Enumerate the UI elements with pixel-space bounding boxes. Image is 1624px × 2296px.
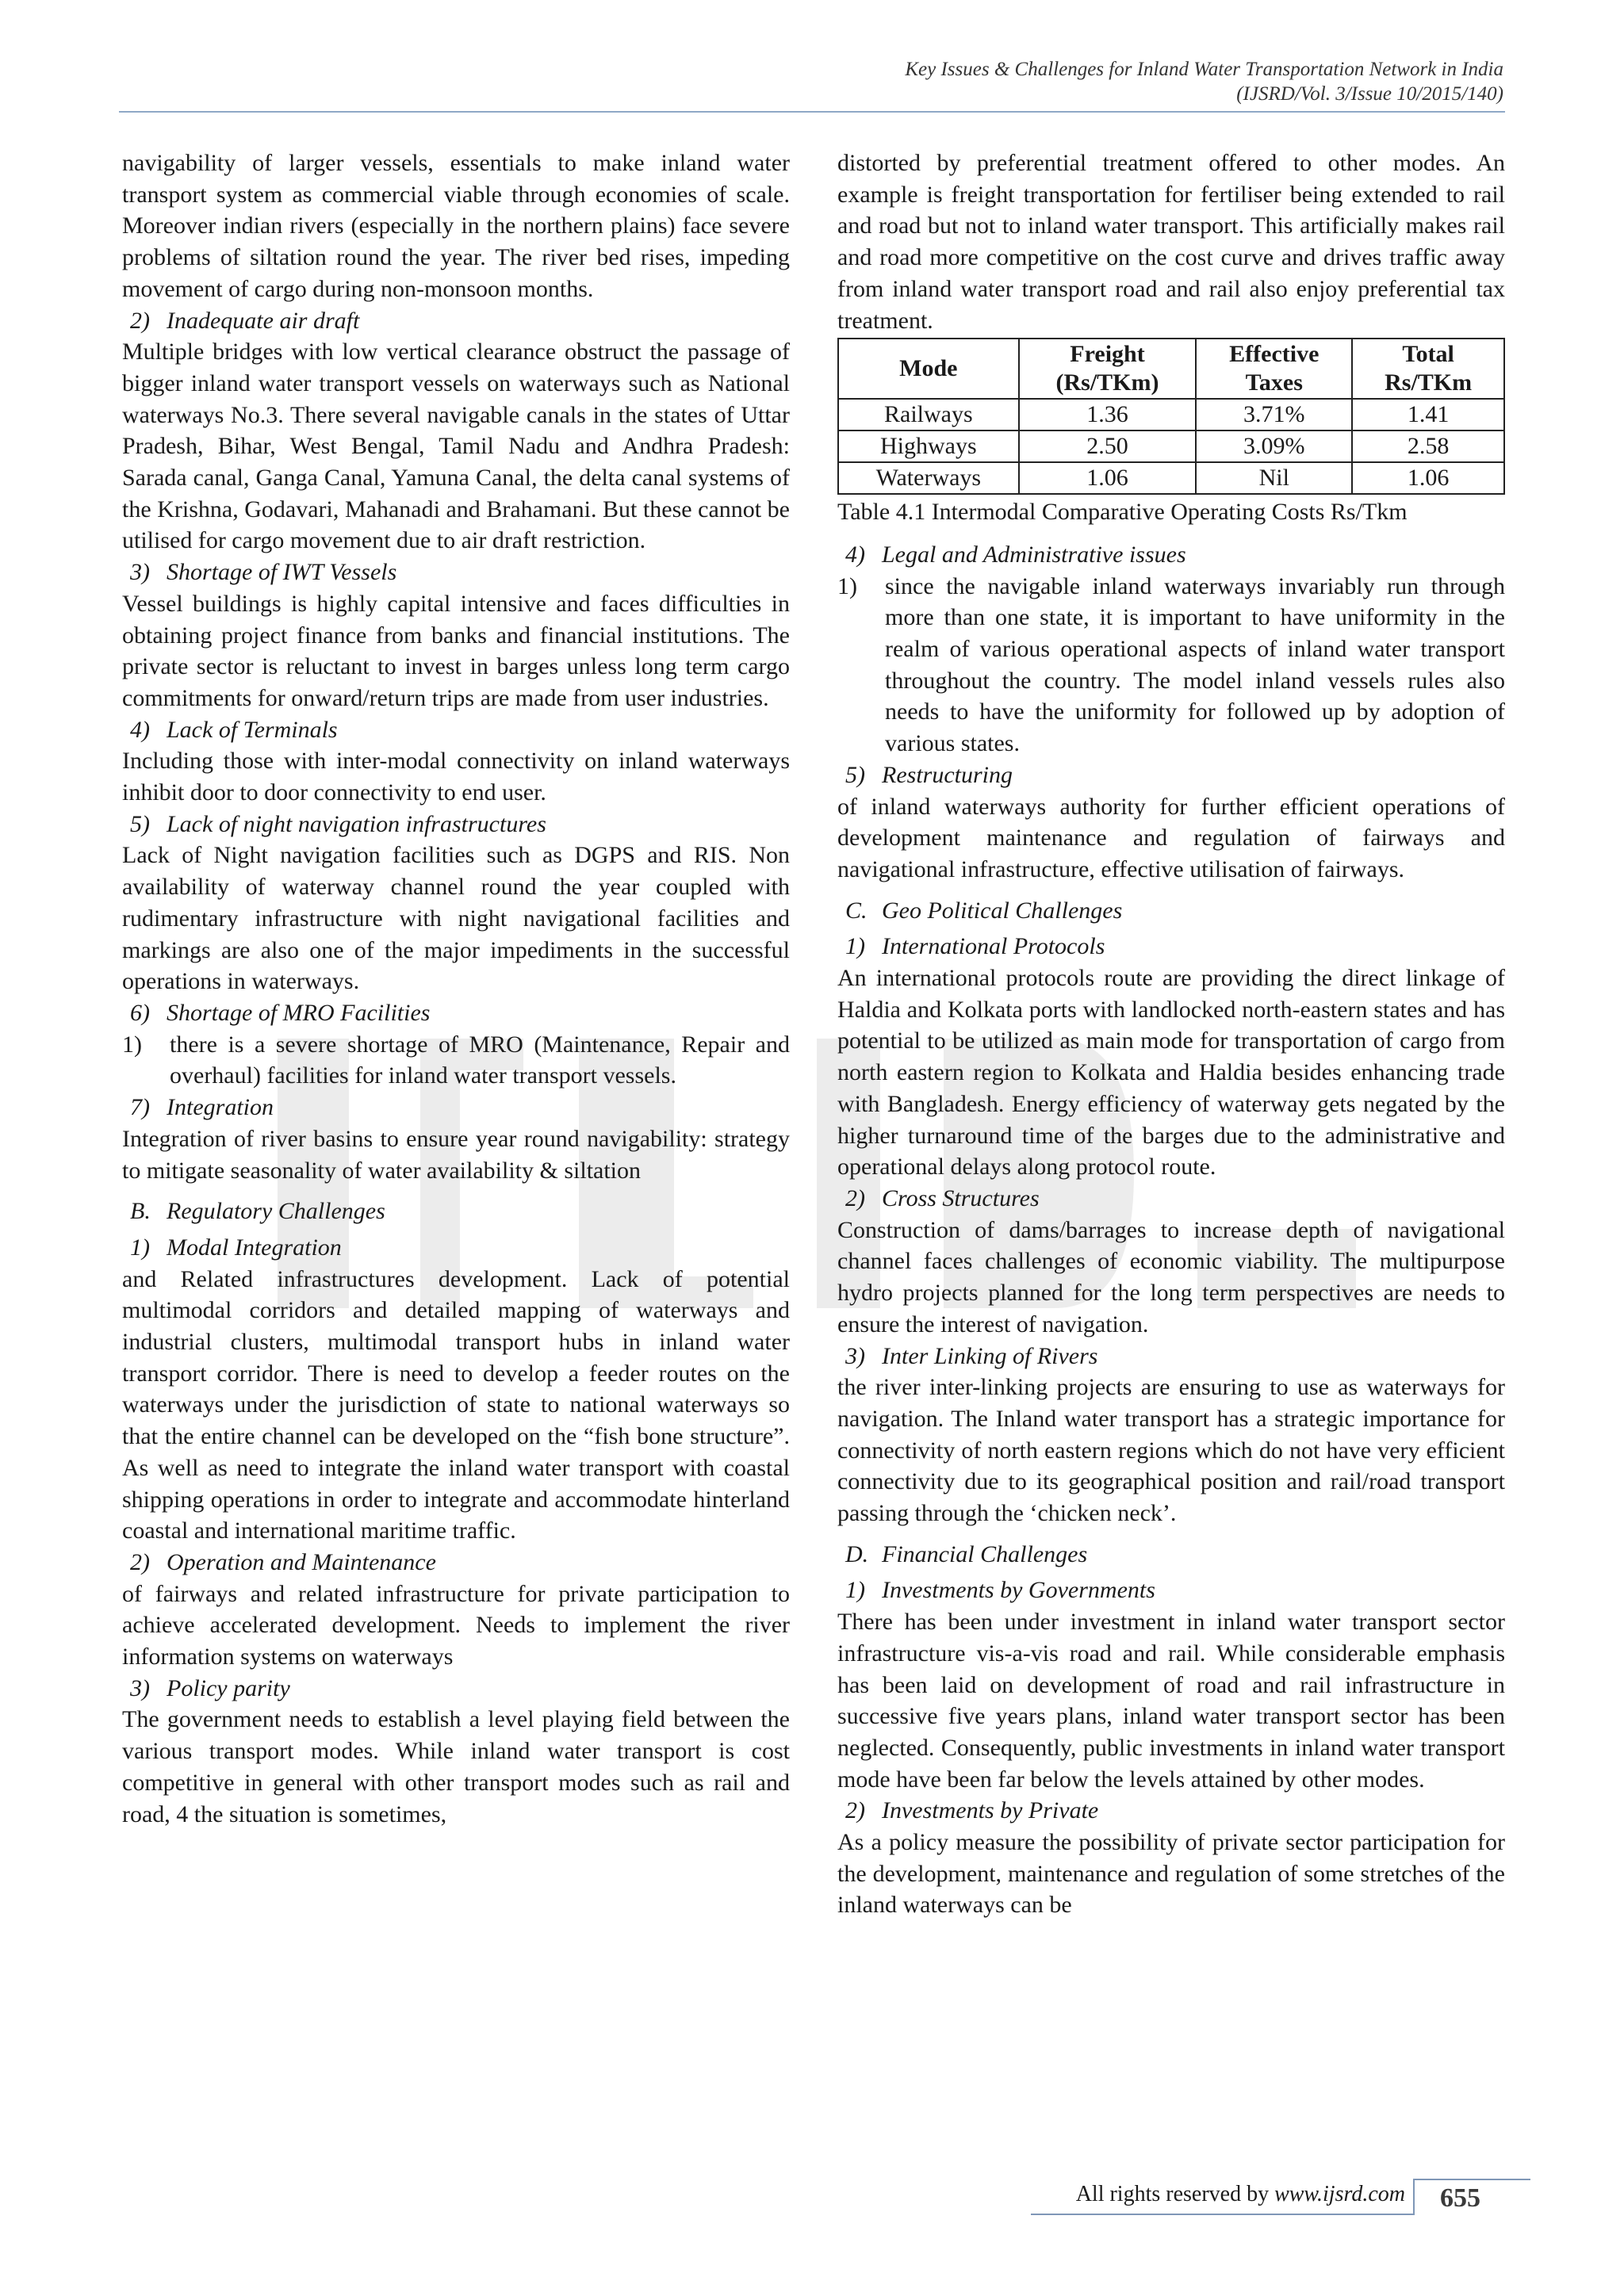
heading-investments-private: 2) Investments by Private: [845, 1797, 1099, 1824]
paragraph-terminals: Including those with inter-modal connectivity on inland waterways inhibit door to door connectivity to end user.: [122, 748, 790, 806]
heading-terminals: 4) Lack of Terminals: [130, 716, 338, 743]
heading-air-draft: 2) Inadequate air draft: [130, 307, 360, 334]
paragraph-policy-parity: The government needs to establish a level playing field between the various transport modes. While inland water transport is cost competitive in general with other transport modes such as rail and road, 4 the situation is sometimes,: [122, 1706, 790, 1827]
table-row: [838, 430, 1504, 462]
paragraph-air-draft: Multiple bridges with low vertical clearance obstruct the passage of bigger inland water transport vessels on waterways such as National waterways No.3. There several navigable canals in the states of Uttar Pradesh, Bihar, West Bengal, Tamil Nadu and Andhra Pradesh: Sarada canal, Ganga Canal, Yamuna Canal, the delta canal systems of the Krishna, Godavari, Mahanadi and Brahamani. But these cannot be utilised for cargo movement due to air draft restriction.: [122, 339, 790, 554]
heading-night-navigation: 5) Lack of night navigation infrastructures: [130, 810, 546, 837]
paragraph-inter-linking: the river inter-linking projects are ensuring to use as waterways for navigation. The Inland water transport has a strategic importance for connectivity of north eastern regions which do not have very efficient connectivity due to its geographical position and rail/road transport passing through the ‘chicken neck’.: [837, 1374, 1505, 1527]
header-rule: [119, 111, 1505, 113]
section-financial: D. Financial Challenges: [845, 1540, 1088, 1567]
paragraph-intro: navigability of larger vessels, essentials to make inland water transport system as commercial viable through economies of scale. Moreover indian rivers (especially in the northern plains) face severe problems of siltation round the year. The river bed rises, impeding movement of cargo during non-monsoon months.: [122, 150, 790, 302]
right-column: [837, 147, 1505, 1921]
cell-taxes: 3.09%: [1196, 430, 1352, 462]
cell-mode: Waterways: [838, 462, 1019, 494]
cell-freight: 1.36: [1019, 399, 1197, 430]
heading-restructuring: 5) Restructuring: [845, 761, 1013, 788]
paragraph-cross-structures: Construction of dams/barrages to increase depth of navigational channel faces challenges of economic viability. The multipurpose hydro projects planned for the long term perspectives are needs to ensure the interest of navigation.: [837, 1216, 1505, 1337]
col-header-total: Total Rs/TKm: [1352, 339, 1504, 399]
paragraph-vessels: Vessel buildings is highly capital intensive and faces difficulties in obtaining project finance from banks and financial institutions. The private sector is reluctant to invest in barges unless long term cargo commitments for onward/return trips are made from user industries.: [122, 590, 790, 711]
cell-total: 2.58: [1352, 430, 1504, 462]
heading-policy-parity: 3) Policy parity: [130, 1674, 290, 1701]
heading-operation-maintenance: 2) Operation and Maintenance: [130, 1548, 436, 1575]
table-header-row: [838, 339, 1504, 399]
header-title: Key Issues & Challenges for Inland Water Transportation Network in India: [905, 59, 1503, 80]
table-row: [838, 399, 1504, 430]
cell-freight: 1.06: [1019, 462, 1197, 494]
table-row: [838, 462, 1504, 494]
heading-modal-integration: 1) Modal Integration: [130, 1234, 342, 1261]
heading-cross-structures: 2) Cross Structures: [845, 1184, 1040, 1211]
section-geo-political: C. Geo Political Challenges: [845, 897, 1123, 924]
paragraph-investments-private: As a policy measure the possibility of private sector participation for the development, maintenance and regulation of some stretches of the inland waterways can be: [837, 1829, 1505, 1919]
copyright-notice: All rights reserved by www.ijsrd.com: [1075, 2182, 1405, 2206]
heading-integration: 7) Integration: [130, 1094, 274, 1121]
cell-mode: Railways: [838, 399, 1019, 430]
paragraph-protocols: An international protocols route are providing the direct linkage of Haldia and Kolkata ports with landlocked north-eastern states and has potential to be utilized as main mode for transportation of cargo from north eastern region to Kolkata and Haldia besides enhancing trade with Bangladesh. Energy efficiency of waterway gets negated by the higher turnaround time of the barges due to the administrative and operational delays along protocol route.: [837, 965, 1505, 1181]
col-header-mode: Mode: [838, 339, 1019, 399]
cost-table: [837, 338, 1505, 495]
site-link[interactable]: www.ijsrd.com: [1274, 2182, 1405, 2206]
heading-mro: 6) Shortage of MRO Facilities: [130, 999, 431, 1026]
list-item-legal: 1) since the navigable inland waterways invariably run through more than one state, it is important to have uniformity in the realm of various operational aspects of inland water transport throughout the country. The model inland vessels rules also needs to have the uniformity for followed up by adoption of various states.: [837, 572, 1505, 757]
running-header: [905, 57, 1503, 106]
footer-rule: [1031, 2214, 1413, 2215]
cell-mode: Highways: [838, 430, 1019, 462]
paragraph-restructuring: of inland waterways authority for further efficient operations of development maintenance and regulation of fairways and navigational infrastructure, effective utilisation of fairways.: [837, 793, 1505, 882]
heading-vessels: 3) Shortage of IWT Vessels: [130, 559, 397, 586]
cell-total: 1.06: [1352, 462, 1504, 494]
paragraph-night-navigation: Lack of Night navigation facilities such as DGPS and RIS. Non availability of waterway channel round the year coupled with rudimentary infrastructure with night navigational facilities and markings are also one of the major impediments in the successful operations in waterways.: [122, 842, 790, 995]
list-item-mro: 1) there is a severe shortage of MRO (Maintenance, Repair and overhaul) facilities for inland water transport vessels.: [122, 1031, 790, 1089]
paragraph-modal-integration: and Related infrastructures development. Lack of potential multimodal corridors and detailed mapping of waterways and industrial clusters, multimodal transport hubs in inland water transport corridor. There is need to develop a feeder routes on the waterways under the jurisdiction of state to national waterways so that the entire channel can be developed on the “fish bone structure”. As well as need to integrate the inland water transport with coastal shipping operations in order to integrate and accommodate hinterland coastal and international maritime traffic.: [122, 1265, 790, 1544]
cell-taxes: 3.71%: [1196, 399, 1352, 430]
col-header-taxes: Effective Taxes: [1196, 339, 1352, 399]
table-caption: Table 4.1 Intermodal Comparative Operating Costs Rs/Tkm: [837, 499, 1408, 526]
paragraph-investments-government: There has been under investment in inland water transport sector infrastructure vis-a-vis road and rail. While considerable emphasis has been laid on development of road and rail infrastructure in successive five years plans, inland water transport sector has been neglected. Consequently, public investments in inland water transport mode have been far below the levels attained by other modes.: [837, 1609, 1505, 1793]
cell-taxes: Nil: [1196, 462, 1352, 494]
heading-protocols: 1) International Protocols: [845, 933, 1105, 960]
heading-investments-government: 1) Investments by Governments: [845, 1577, 1155, 1604]
heading-inter-linking: 3) Inter Linking of Rivers: [845, 1342, 1098, 1369]
page-footer: [1031, 2179, 1530, 2218]
heading-legal: 4) Legal and Administrative issues: [845, 541, 1186, 568]
left-column: [122, 147, 790, 1830]
paragraph-integration: Integration of river basins to ensure year round navigability: strategy to mitigate seasonality of water availability & siltation: [122, 1125, 790, 1184]
cell-freight: 2.50: [1019, 430, 1197, 462]
col-header-freight: Freight (Rs/TKm): [1019, 339, 1197, 399]
cell-total: 1.41: [1352, 399, 1504, 430]
paragraph-distorted: distorted by preferential treatment offered to other modes. An example is freight transportation for fertiliser being extended to rail and road but not to inland water transport. This artificially makes rail and road more competitive on the cost curve and drives traffic away from inland water transport road and rail also enjoy preferential tax treatment.: [837, 150, 1505, 334]
section-regulatory: B. Regulatory Challenges: [130, 1198, 385, 1225]
paragraph-operation-maintenance: of fairways and related infrastructure for private participation to achieve accelerated development. Needs to implement the river information systems on waterways: [122, 1580, 790, 1670]
header-issue: (IJSRD/Vol. 3/Issue 10/2015/140): [1236, 83, 1503, 105]
page-number: 655: [1413, 2179, 1530, 2215]
